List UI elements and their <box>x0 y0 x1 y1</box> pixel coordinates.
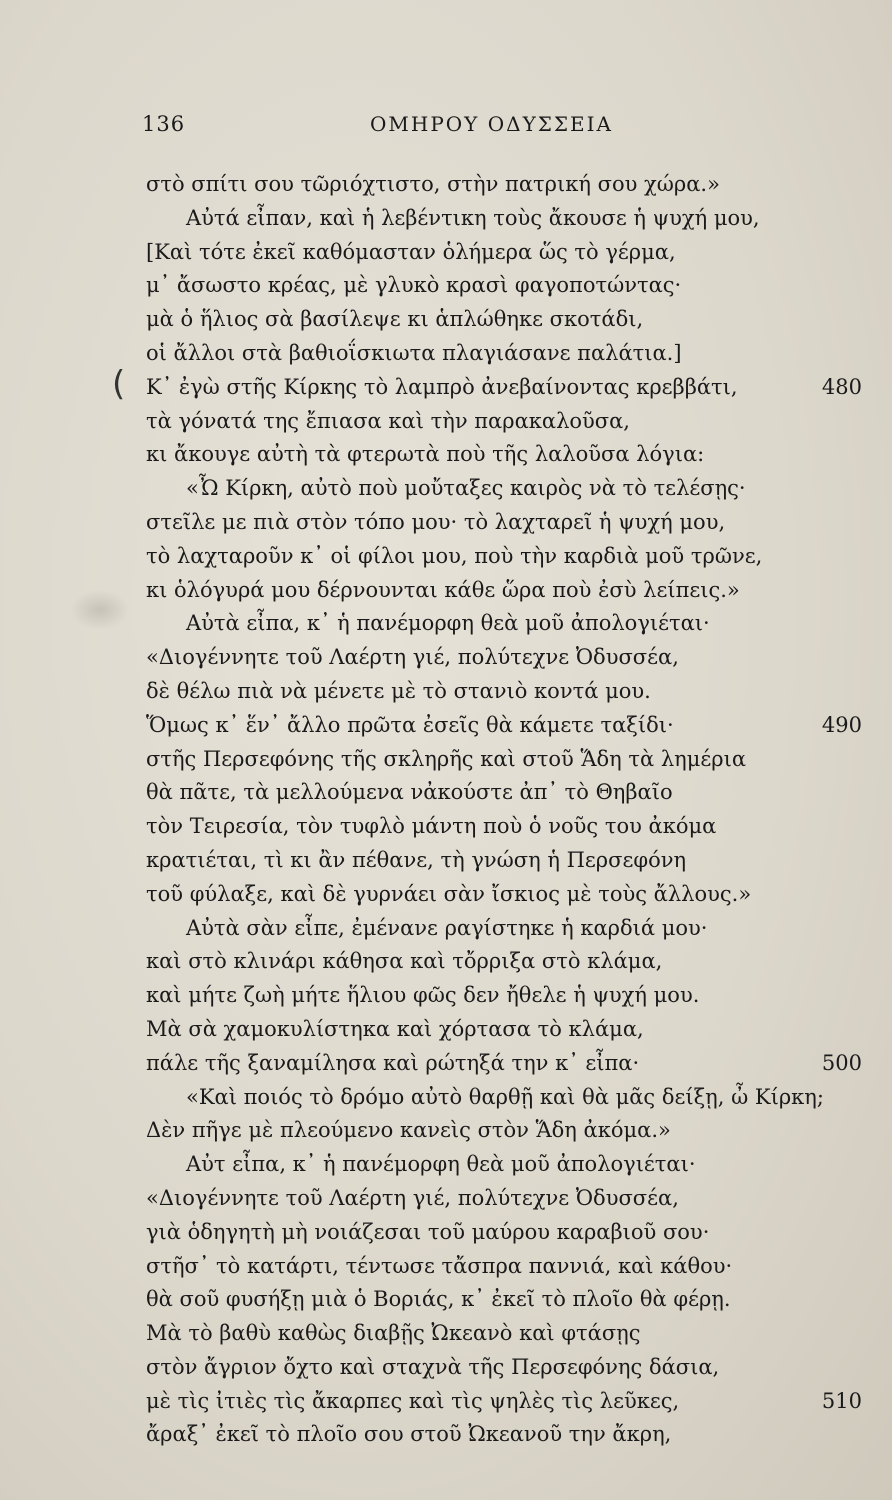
verse-line <box>0 1351 892 1385</box>
verse-text: Μὰ σὰ χαμοκυλίστηκα καὶ χόρτασα τὸ κλάμα, <box>146 1016 644 1041</box>
verse-line <box>0 1013 892 1047</box>
verse-line <box>0 1216 892 1250</box>
line-number: 480 <box>821 374 862 399</box>
verse-text: Δὲν πῆγε μὲ πλεούμενο κανεὶς στὸν Ἅδη ἀκόμα.» <box>146 1118 671 1143</box>
verse-text: μ᾽ ἄσωστο κρέας, μὲ γλυκὸ κρασὶ φαγοποτώντας· <box>146 273 682 298</box>
verse-line <box>0 607 892 641</box>
verse-text: στὸν ἄγριον ὄχτο καὶ σταχνὰ τῆς Περσεφόνης δάσια, <box>146 1354 720 1379</box>
verse-text: Κ᾽ ἐγὼ στῆς Κίρκης τὸ λαμπρὸ ἀνεβαίνοντας κρεββάτι, <box>146 374 738 399</box>
verse-line <box>0 337 892 371</box>
verse-line <box>0 574 892 608</box>
verse-text: «Καὶ ποιός τὸ δρόμο αὐτὸ θαρθῇ καὶ θὰ μᾶς δείξῃ, ὦ Κίρκη; <box>186 1084 824 1109</box>
running-head: ΟΜΗΡΟΥ ΟΔΥΣΣΕΙΑ <box>370 112 613 136</box>
verse-text: θὰ πᾶτε, τὰ μελλούμενα νἀκούστε ἀπ᾽ τὸ Θηβαῖο <box>146 780 673 805</box>
line-number: 510 <box>821 1388 862 1413</box>
verse-text: Αὐτά εἶπαν, καὶ ἡ λεβέντικη τοὺς ἄκουσε ἡ ψυχή μου, <box>186 205 760 230</box>
verse-line <box>0 641 892 675</box>
verse-line <box>0 1317 892 1351</box>
verse-text: μὰ ὁ ἥλιος σὰ βασίλεψε κι ἁπλώθηκε σκοτάδι, <box>146 307 644 332</box>
verse-text: καὶ στὸ κλινάρι κάθησα καὶ τὄρριξα στὸ κλάμα, <box>146 949 663 974</box>
verse-line <box>0 1250 892 1284</box>
verse-text: [Καὶ τότε ἐκεῖ καθόμασταν ὁλήμερα ὥς τὸ γέρμα, <box>146 239 676 264</box>
verse-text: κι ὁλόγυρά μου δέρνουνται κάθε ὥρα ποὺ ἐσὺ λείπεις.» <box>146 577 740 602</box>
line-number: 490 <box>821 712 862 737</box>
verse-line <box>0 1047 892 1081</box>
verse-text: τὸ λαχταροῦν κ᾽ οἱ φίλοι μου, ποὺ τὴν καρδιὰ μοῦ τρῶνε, <box>146 543 763 568</box>
verse-text: Ὅμως κ᾽ ἕν᾽ ἄλλο πρῶτα ἐσεῖς θὰ κάμετε ταξίδι· <box>146 712 674 737</box>
verse-text: «Διογέννητε τοῦ Λαέρτη γιέ, πολύτεχνε Ὀδυσσέα, <box>146 1185 679 1210</box>
verse-line <box>0 202 892 236</box>
verse-text: δὲ θέλω πιὰ νὰ μένετε μὲ τὸ στανιὸ κοντά μου. <box>146 678 651 703</box>
verse-text: μὲ τὶς ἰτιὲς τὶς ἄκαρπες καὶ τὶς ψηλὲς τὶς λεῦκες, <box>146 1388 680 1413</box>
verse-line <box>0 675 892 709</box>
verse-text: «Διογέννητε τοῦ Λαέρτη γιέ, πολύτεχνε Ὀδυσσέα, <box>146 645 679 670</box>
verse-text: ἄραξ᾽ ἐκεῖ τὸ πλοῖο σου στοῦ Ὠκεανοῦ την ἄκρη, <box>146 1422 672 1447</box>
verse-text: τοῦ φύλαξε, καὶ δὲ γυρνάει σὰν ἴσκιος μὲ τοὺς ἄλλους.» <box>146 881 752 906</box>
verse-text: στῆσ᾽ τὸ κατάρτι, τέντωσε τἄσπρα παννιά, καὶ κάθου· <box>146 1253 733 1278</box>
verse-text: Μὰ τὸ βαθὺ καθὼς διαβῇς Ὠκεανὸ καὶ φτάσῃς <box>146 1321 641 1346</box>
verse-text: καὶ μήτε ζωὴ μήτε ἥλιου φῶς δεν ἤθελε ἡ ψυχή μου. <box>146 983 700 1008</box>
verse-line <box>0 506 892 540</box>
verse-line <box>0 438 892 472</box>
verse-text: γιὰ ὁδηγητὴ μὴ νοιάζεσαι τοῦ μαύρου καραβιοῦ σου· <box>146 1219 710 1244</box>
verse-text: τὰ γόνατά της ἔπιασα καὶ τὴν παρακαλοῦσα, <box>146 408 630 433</box>
verse-line <box>0 844 892 878</box>
verse-line <box>0 1385 892 1419</box>
verse-line <box>0 1418 892 1452</box>
margin-parenthesis-mark: ( <box>112 364 126 404</box>
verse-text: στὸ σπίτι σου τῶριόχτιστο, στὴν πατρική σου χώρα.» <box>146 172 720 196</box>
verse-line <box>0 1182 892 1216</box>
verse-line <box>0 878 892 912</box>
verse-line <box>0 303 892 337</box>
verse-line <box>0 472 892 506</box>
verse-line <box>0 1081 892 1115</box>
verse-line <box>0 743 892 777</box>
verse-line <box>0 236 892 270</box>
verse-text: θὰ σοῦ φυσήξῃ μιὰ ὁ Βοριάς, κ᾽ ἐκεῖ τὸ πλοῖο θὰ φέρῃ. <box>146 1287 731 1312</box>
verse-line <box>0 1114 892 1148</box>
verse-text: οἱ ἄλλοι στὰ βαθιοΐσκιωτα πλαγιάσανε παλάτια.] <box>146 340 682 365</box>
verse-text: κι ἄκουγε αὐτὴ τὰ φτερωτὰ ποὺ τῆς λαλοῦσα λόγια: <box>146 442 705 467</box>
verse-text: κρατιέται, τὶ κι ἂν πέθανε, τὴ γνώση ἡ Περσεφόνη <box>146 847 687 872</box>
verse-text: στεῖλε με πιὰ στὸν τόπο μου· τὸ λαχταρεῖ ἡ ψυχή μου, <box>146 509 726 534</box>
verse-line <box>0 1148 892 1182</box>
verse-line <box>0 269 892 303</box>
verse-line <box>0 945 892 979</box>
verse-text: τὸν Τειρεσία, τὸν τυφλὸ μάντη ποὺ ὁ νοῦς του ἀκόμα <box>146 814 717 839</box>
verse-text: πάλε τῆς ξαναμίλησα καὶ ρώτηξά την κ᾽ εἶπα· <box>146 1050 640 1075</box>
verse-line <box>0 371 892 405</box>
verse-text: Αὐτ εἶπα, κ᾽ ἡ πανέμορφη θεὰ μοῦ ἀπολογιέται· <box>186 1152 696 1177</box>
line-number: 500 <box>821 1050 862 1075</box>
verse-line <box>0 912 892 946</box>
verse-text: Αὐτὰ σὰν εἶπε, ἐμένανε ραγίστηκε ἡ καρδιά μου· <box>186 915 708 940</box>
verse-line <box>0 405 892 439</box>
verse-text: «Ὦ Κίρκη, αὐτὸ ποὺ μοὔταξες καιρὸς νὰ τὸ τελέσῃς· <box>186 476 746 501</box>
verse-line <box>0 540 892 574</box>
verse-line <box>0 776 892 810</box>
verse-line <box>0 810 892 844</box>
verse-text: στῆς Περσεφόνης τῆς σκληρῆς καὶ στοῦ Ἅδη τὰ λημέρια <box>146 746 747 771</box>
page-number: 136 <box>142 112 186 136</box>
verse-line <box>0 709 892 743</box>
verse-line <box>0 979 892 1013</box>
verse-line <box>0 1283 892 1317</box>
verse-line <box>0 168 892 202</box>
verse-block <box>0 168 892 1452</box>
verse-text: Αὐτὰ εἶπα, κ᾽ ἡ πανέμορφη θεὰ μοῦ ἀπολογιέται· <box>186 611 710 636</box>
